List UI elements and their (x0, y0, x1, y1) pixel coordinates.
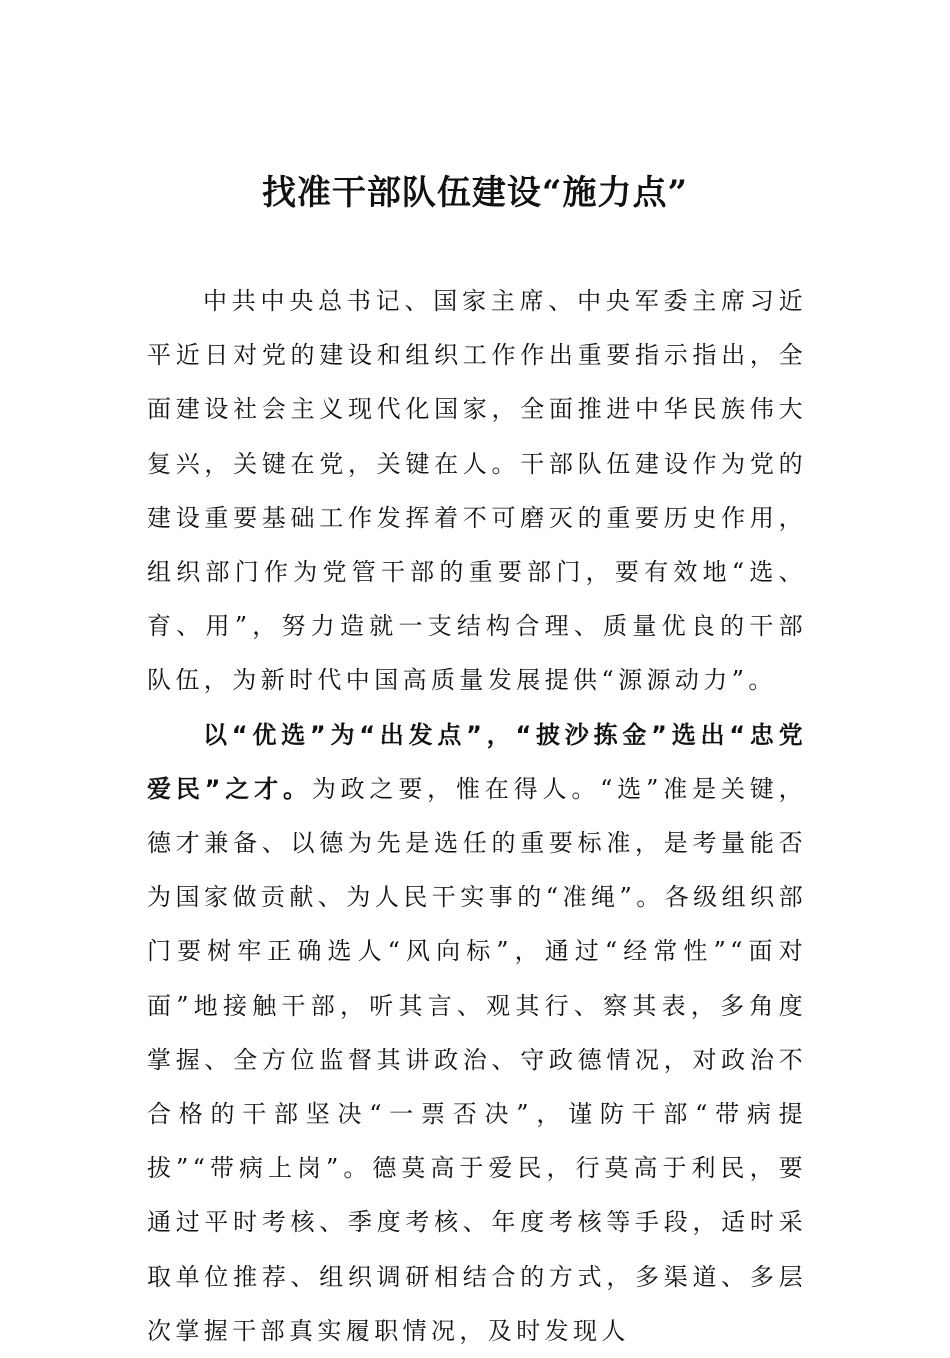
paragraph-2-text: 为政之要，惟在得人。“选”准是关键，德才兼备、以德为先是选任的重要标准，是考量能否为国家做贡献、为人民干实事的“准绳”。各级组织部门要树牢正确选人“风向标”，通过“经常性”“面对面”地接触干部，听其言、观其行、察其表，多角度掌握、全方位监督其讲政治、守政德情况，对政治不合格的干部坚决“一票否决”，谨防干部“带病提拔”“带病上岗”。德莫高于爱民，行莫高于利民，要通过平时考核、季度考核、年度考核等手段，适时采取单位推荐、组织调研相结合的方式，多渠道、多层次掌握干部真实履职情况，及时发现人 (147, 774, 807, 1345)
paragraph-1-text: 中共中央总书记、国家主席、中央军委主席习近平近日对党的建设和组织工作作出重要指示指出，全面建设社会主义现代化国家，全面推进中华民族伟大复兴，关键在党，关键在人。干部队伍建设作为党的建设重要基础工作发挥着不可磨灭的重要历史作用，组织部门作为党管干部的重要部门，要有效地“选、育、用”，努力造就一支结构合理、质量优良的干部队伍，为新时代中国高质量发展提供“源源动力”。 (147, 287, 807, 695)
paragraph-2 (147, 708, 807, 1358)
paragraph-2-lead: 以“优选”为“出发点”，“披沙拣金”选出“忠党爱民”之才。 (147, 720, 807, 803)
document-title: 找准干部队伍建设“施力点” (261, 173, 689, 213)
document-body (147, 274, 807, 1358)
paragraph-1 (147, 274, 807, 708)
